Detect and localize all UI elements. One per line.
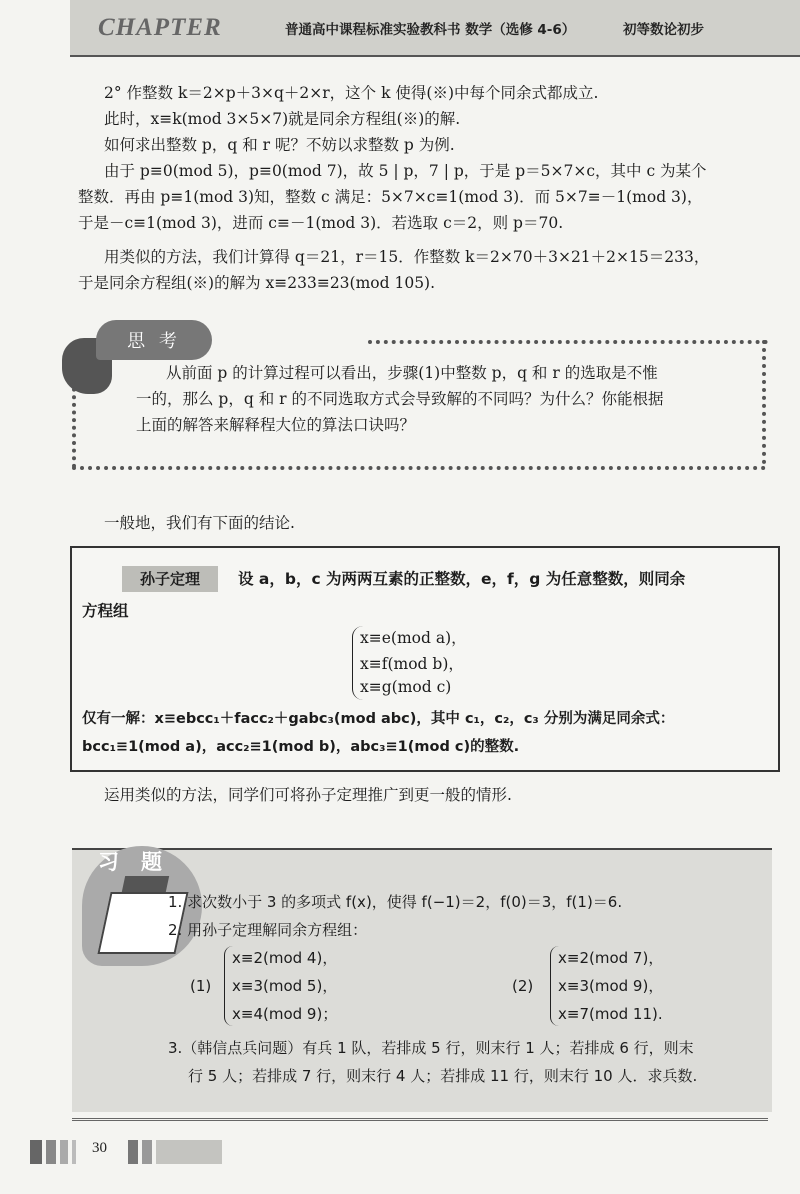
exercise-section bbox=[72, 848, 772, 1112]
theorem-equation-2: x≡f(mod b)， bbox=[360, 655, 464, 673]
section-topic: 初等数论初步 bbox=[623, 22, 704, 38]
theorem-equation-1: x≡e(mod a)， bbox=[360, 629, 467, 647]
theorem-line-2: 方程组 bbox=[82, 602, 129, 620]
question-paragraph: 如何求出整数 p，q 和 r 呢？不妨以求整数 p 为例. bbox=[104, 136, 455, 154]
system-1-eq-1: x≡2(mod 4)， bbox=[232, 949, 338, 967]
chapter-label: CHAPTER bbox=[98, 14, 222, 41]
think-line-1: 从前面 p 的计算过程可以看出，步骤(1)中整数 p，q 和 r 的选取是不惟 bbox=[166, 364, 658, 382]
think-badge: 思 考 bbox=[96, 320, 212, 360]
exercise-3-line-1: 3.（韩信点兵问题）有兵 1 队，若排成 5 行，则末行 1 人；若排成 6 行，则末 bbox=[168, 1039, 694, 1057]
system-2-eq-3: x≡7(mod 11). bbox=[558, 1005, 663, 1023]
solution-paragraph: 此时，x≡k(mod 3×5×7)就是同余方程组(※)的解. bbox=[104, 110, 461, 128]
system-1-eq-3: x≡4(mod 9)； bbox=[232, 1005, 338, 1023]
exercise-title: 习题 bbox=[98, 850, 184, 874]
theorem-line-3: 仅有一解：x≡ebcc₁＋facc₂＋gabc₃(mod abc)，其中 c₁，c₂，c₃ 分别为满足同余式： bbox=[82, 711, 675, 727]
theorem-line-1: 设 a，b，c 为两两互素的正整数，e，f，g 为任意整数，则同余 bbox=[238, 570, 686, 588]
system-1-eq-2: x≡3(mod 5)， bbox=[232, 977, 338, 995]
page-number: 30 bbox=[92, 1140, 107, 1156]
system-2-eq-1: x≡2(mod 7)， bbox=[558, 949, 664, 967]
dotted-border-bottom bbox=[72, 466, 766, 470]
derivation-line-2: 整数．再由 p≡1(mod 3)知，整数 c 满足：5×7×c≡1(mod 3)．而 5×7≡－1(mod 3)， bbox=[78, 188, 703, 206]
generalization-text: 运用类似的方法，同学们可将孙子定理推广到更一般的情形. bbox=[104, 786, 512, 804]
footer-bars-left bbox=[30, 1140, 80, 1164]
exercise-3-line-2: 行 5 人；若排成 7 行，则末行 4 人；若排成 11 行，则末行 10 人．求兵数. bbox=[188, 1067, 698, 1085]
theorem-box bbox=[70, 546, 780, 772]
footer-bars-right bbox=[128, 1140, 228, 1164]
dotted-border-right bbox=[762, 340, 766, 464]
theorem-label: 孙子定理 bbox=[122, 566, 218, 592]
result-line-2: 于是同余方程组(※)的解为 x≡233≡23(mod 105). bbox=[78, 274, 436, 292]
book-title: 普通高中课程标准实验教科书 数学（选修 4-6） bbox=[285, 22, 576, 38]
theorem-equation-3: x≡g(mod c) bbox=[360, 678, 452, 696]
step-2-paragraph: 2° 作整数 k＝2×p＋3×q＋2×r，这个 k 使得(※)中每个同余式都成立. bbox=[104, 84, 599, 102]
exercise-1: 1. 求次数小于 3 的多项式 f(x)，使得 f(−1)＝2，f(0)＝3，f(1)＝6. bbox=[168, 893, 623, 911]
page-header bbox=[70, 0, 800, 57]
think-box bbox=[62, 318, 772, 478]
system-2-eq-2: x≡3(mod 9)， bbox=[558, 977, 664, 995]
intro-text: 一般地，我们有下面的结论. bbox=[104, 514, 295, 532]
think-line-2: 一的，那么 p，q 和 r 的不同选取方式会导致解的不同吗？为什么？你能根据 bbox=[136, 390, 664, 408]
system-1-label: (1) bbox=[190, 977, 212, 995]
exercise-2: 2. 用孙子定理解同余方程组： bbox=[168, 921, 368, 939]
think-line-3: 上面的解答来解释程大位的算法口诀吗？ bbox=[136, 416, 416, 434]
derivation-line-1: 由于 p≡0(mod 5)，p≡0(mod 7)，故 5 | p，7 | p，于是 p＝5×7×c，其中 c 为某个 bbox=[104, 162, 707, 180]
dotted-border-top bbox=[368, 340, 768, 344]
result-line-1: 用类似的方法，我们计算得 q＝21，r＝15．作整数 k＝2×70＋3×21＋2×15＝233， bbox=[104, 248, 710, 266]
system-2-label: (2) bbox=[512, 977, 534, 995]
footer-rule bbox=[72, 1118, 768, 1121]
derivation-line-3: 于是－c≡1(mod 3)，进而 c≡－1(mod 3)．若选取 c＝2，则 p＝70. bbox=[78, 214, 564, 232]
dotted-border-left bbox=[72, 380, 76, 468]
think-text bbox=[136, 360, 746, 438]
theorem-line-4: bcc₁≡1(mod a)，acc₂≡1(mod b)，abc₃≡1(mod c)的整数. bbox=[82, 739, 520, 755]
